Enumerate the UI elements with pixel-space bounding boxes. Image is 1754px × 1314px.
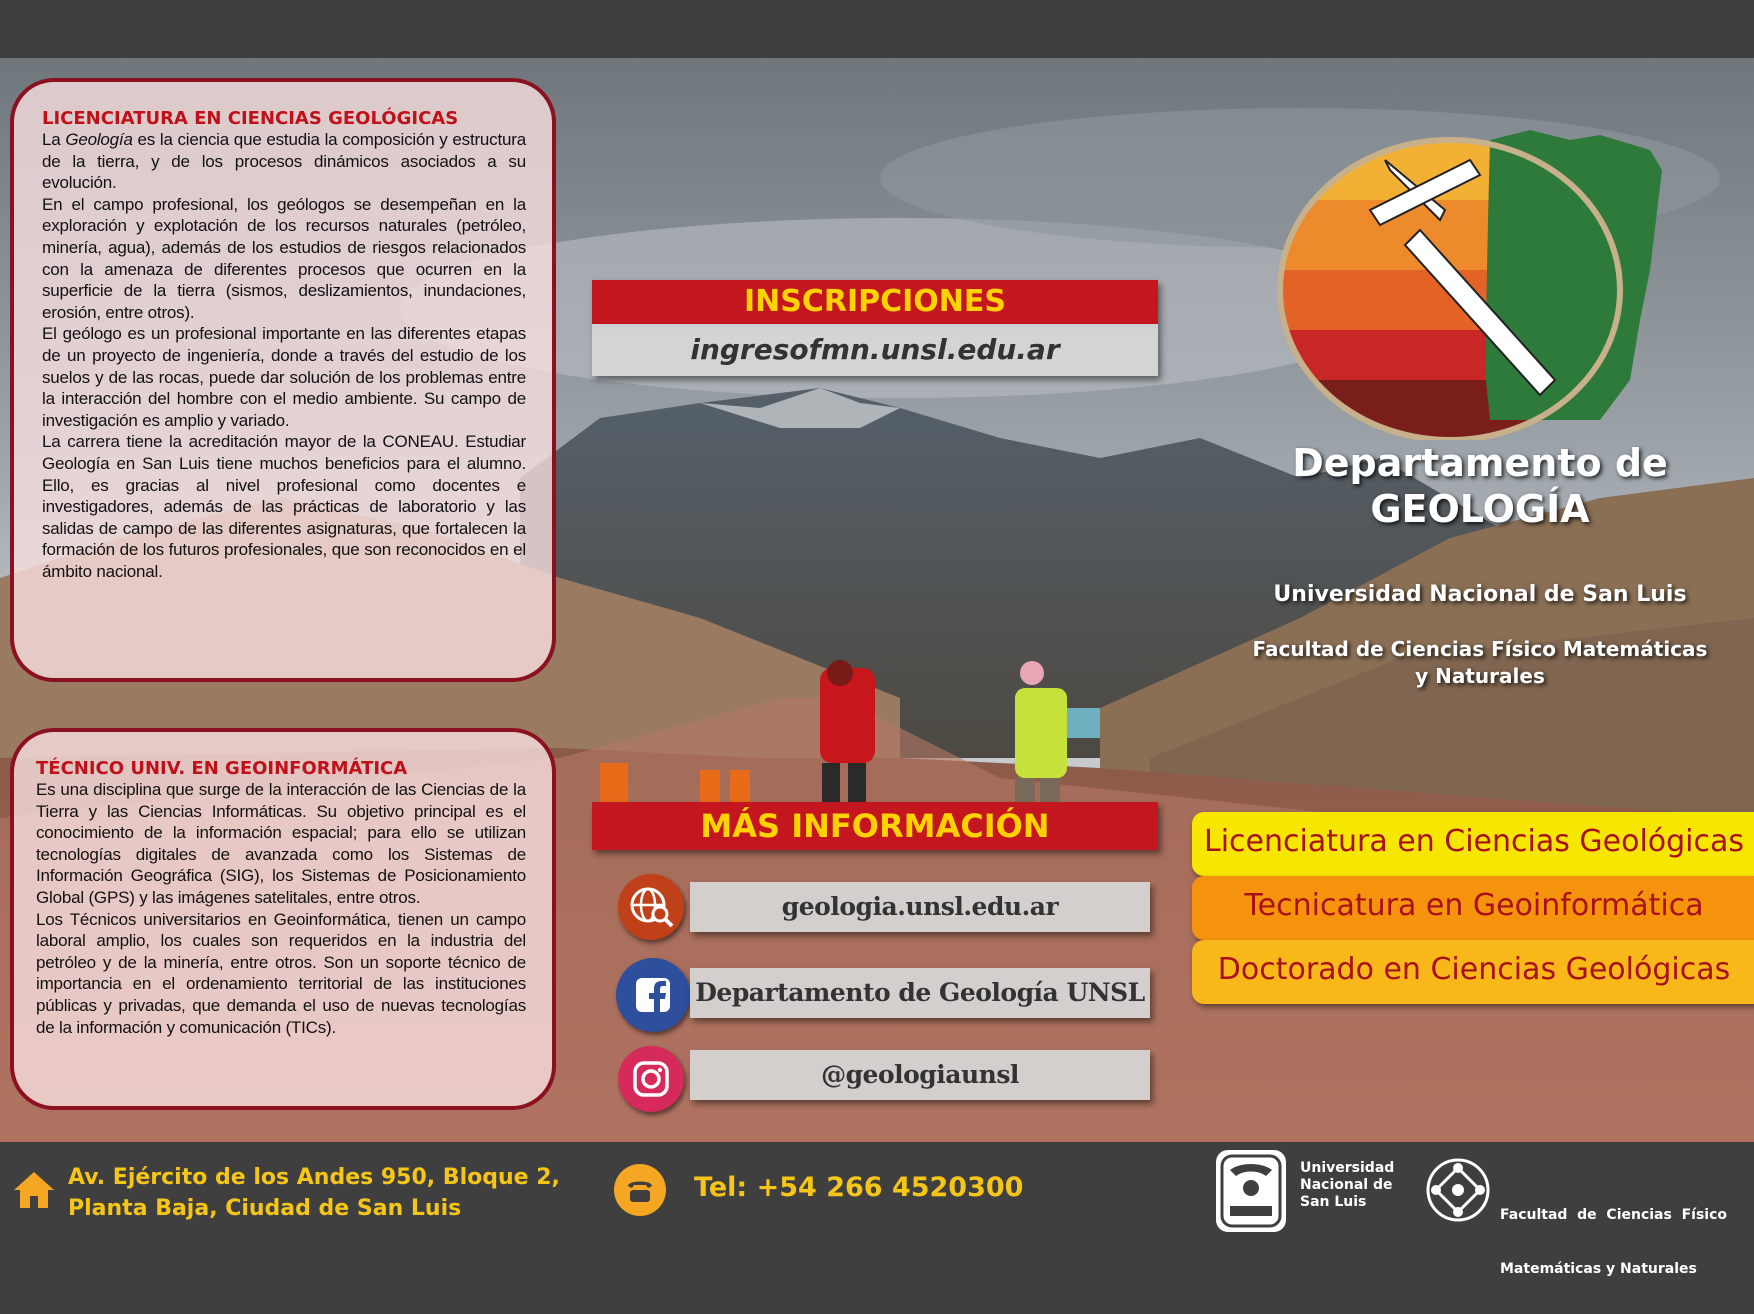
- tecnico-paragraph-2: Los Técnicos universitarios en Geoinformática, tienen un campo laboral amplio, los cuales son requeridos en la industria del petróleo y de la minería, entre otros. Son un soporte técnico de importancia en el ordenamiento territorial de las instituciones públicas y privadas, que demanda el uso de nuevas tecnologías de la información y comunicación (TICs).: [36, 909, 526, 1037]
- faculty-footer-name: [1500, 1170, 1727, 1314]
- footer-address: [68, 1162, 560, 1224]
- faculty-logo: [1422, 1154, 1494, 1230]
- licenciatura-intro: La Geología es la ciencia que estudia la composición y estructura de la tierra, y de los procesos dinámicos asociados a su evolución.: [42, 130, 526, 193]
- inscripciones-url[interactable]: ingresofmn.unsl.edu.ar: [592, 324, 1158, 376]
- department-title-line1: Departamento de: [1292, 441, 1668, 485]
- faculty-name-line2: y Naturales: [1415, 664, 1545, 688]
- web-link[interactable]: geologia.unsl.edu.ar: [690, 882, 1150, 932]
- globe-search-icon[interactable]: [618, 874, 684, 940]
- department-title: [1270, 440, 1690, 532]
- university-name: Universidad Nacional de San Luis: [1273, 582, 1687, 607]
- department-title-line2: GEOLOGÍA: [1370, 487, 1590, 531]
- unsl-logo: [1216, 1150, 1286, 1232]
- fac-line2: Matemáticas y Naturales: [1500, 1261, 1697, 1277]
- program-doctorado[interactable]: Doctorado en Ciencias Geológicas: [1192, 940, 1754, 1004]
- tecnico-title: TÉCNICO UNIV. EN GEOINFORMÁTICA: [36, 758, 408, 779]
- facebook-icon[interactable]: [616, 958, 690, 1032]
- unsl-name: [1300, 1160, 1394, 1211]
- footer-phone[interactable]: Tel: +54 266 4520300: [694, 1172, 1024, 1203]
- tecnico-paragraph-1: Es una disciplina que surge de la interacción de las Ciencias de la Tierra y las Ciencias Informáticas. Su objetivo principal es el conocimiento de la información espacial; para ello se utilizan tecnologías digitales de avanzada como los Sistemas de Información Geográfica (SIG), los Sistemas de Posicionamiento Global (GPS) y las imágenes satelitales, entre otros.: [36, 780, 526, 907]
- licenciatura-title: LICENCIATURA EN CIENCIAS GEOLÓGICAS: [42, 108, 459, 129]
- phone-icon: [614, 1164, 666, 1216]
- faculty-name: [1220, 636, 1740, 690]
- licenciatura-panel: [10, 78, 556, 682]
- unsl-line3: San Luis: [1300, 1194, 1367, 1210]
- program-licenciatura[interactable]: Licenciatura en Ciencias Geológicas: [1192, 812, 1754, 876]
- facebook-link[interactable]: Departamento de Geología UNSL: [690, 968, 1150, 1018]
- footer: [0, 1142, 1754, 1277]
- unsl-line1: Universidad: [1300, 1160, 1395, 1176]
- unsl-line2: Nacional de: [1300, 1177, 1393, 1193]
- tecnico-panel: [10, 728, 556, 1110]
- address-line1: Av. Ejército de los Andes 950, Bloque 2,: [68, 1165, 560, 1190]
- instagram-link[interactable]: @geologiaunsl: [690, 1050, 1150, 1100]
- faculty-name-line1: Facultad de Ciencias Físico Matemáticas: [1252, 637, 1708, 661]
- fac-line1: Facultad de Ciencias Físico: [1500, 1207, 1728, 1223]
- licenciatura-paragraph-4: La carrera tiene la acreditación mayor de la CONEAU. Estudiar Geología en San Luis tiene muchos beneficios para el alumno. Ello, es gracias al nivel profesional como docentes e investigadores, además de las prácticas de laboratorio y las salidas de campo de las diferentes asignaturas, que fortalecen la formación de los futuros profesionales, que son reconocidos en el ámbito nacional.: [42, 432, 526, 581]
- home-icon: [10, 1166, 58, 1218]
- inscripciones-banner: INSCRIPCIONES: [592, 280, 1158, 324]
- top-bar: [0, 0, 1754, 58]
- program-tecnicatura[interactable]: Tecnicatura en Geoinformática: [1192, 876, 1754, 940]
- licenciatura-paragraph-2: En el campo profesional, los geólogos se desempeñan en la exploración y explotación de los recursos naturales (petróleo, minería, agua), además de los estudios de riesgos relacionados con la amenaza de diferentes procesos que ocurren en la superficie de la tierra (sismos, deslizamientos, inundaciones, erosión, entre otros).: [42, 194, 526, 322]
- geology-department-logo: [1270, 120, 1690, 444]
- licenciatura-paragraph-3: El geólogo es un profesional importante en las diferentes etapas de un proyecto de ingeniería, donde a través del estudio de los suelos y de las rocas, puede dar solución de los problemas entre la interacción del hombre con el medio ambiente. Su campo de investigación es amplio y variado.: [42, 324, 526, 430]
- mas-informacion-banner: MÁS INFORMACIÓN: [592, 802, 1158, 850]
- address-line2: Planta Baja, Ciudad de San Luis: [68, 1196, 462, 1221]
- instagram-icon[interactable]: [618, 1046, 684, 1112]
